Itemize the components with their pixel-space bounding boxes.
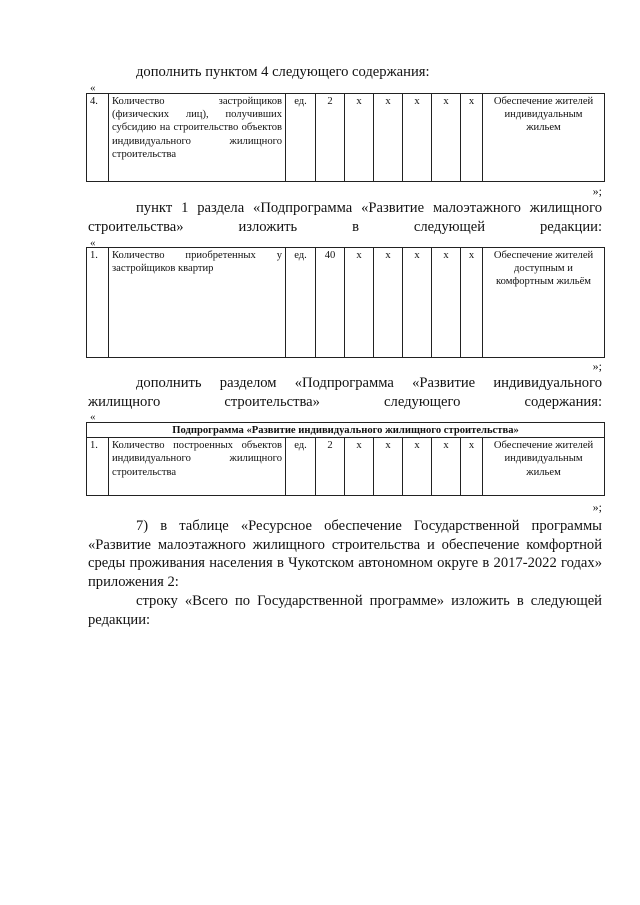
- value-cell: х: [345, 248, 374, 358]
- paragraph-add-item-4: дополнить пунктом 4 следующего содержания:: [136, 64, 430, 80]
- open-quote-1: «: [90, 82, 96, 94]
- value-cell: х: [432, 94, 461, 182]
- value-cell: х: [461, 94, 483, 182]
- subprogram-header: Подпрограмма «Развитие индивидуального жилищного строительства»: [87, 423, 605, 438]
- paragraph-resource-table: 7) в таблице «Ресурсное обеспечение Государственной программы «Развитие малоэтажного жилищного строительства и обеспечение комфортной среды проживания населения в Чукотском автономном округе в 2017-2022 годах» приложения 2:: [88, 518, 602, 590]
- unit-cell: ед.: [286, 94, 316, 182]
- close-quote-3: »;: [592, 500, 602, 514]
- open-quote-3: «: [90, 411, 96, 423]
- row-number: 1.: [87, 438, 109, 496]
- indicator-name: Количество построенных объектов индивидуального жилищного строительства: [109, 438, 286, 496]
- unit-cell: ед.: [286, 438, 316, 496]
- value-cell: х: [374, 438, 403, 496]
- indicator-table-2: [86, 247, 605, 358]
- value-cell: х: [403, 94, 432, 182]
- row-number: 1.: [87, 248, 109, 358]
- indicator-name: Количество застройщиков (физических лиц), получивших субсидию на строительство объектов индивидуального жилищного строительства: [109, 94, 286, 182]
- value-cell: х: [345, 438, 374, 496]
- value-cell: 40: [316, 248, 345, 358]
- value-cell: х: [432, 438, 461, 496]
- open-quote-2: «: [90, 237, 96, 249]
- value-cell: х: [403, 438, 432, 496]
- value-cell: 2: [316, 94, 345, 182]
- value-cell: х: [432, 248, 461, 358]
- table-row: [87, 438, 605, 496]
- goal-cell: Обеспечение жителей доступным и комфортным жильём: [483, 248, 605, 358]
- value-cell: х: [374, 94, 403, 182]
- value-cell: х: [461, 248, 483, 358]
- goal-cell: Обеспечение жителей индивидуальным жильем: [483, 94, 605, 182]
- paragraph-item-1-section: пункт 1 раздела «Подпрограмма «Развитие малоэтажного жилищного строительства» изложить в следующей редакции:: [88, 200, 602, 235]
- value-cell: х: [345, 94, 374, 182]
- value-cell: 2: [316, 438, 345, 496]
- goal-cell: Обеспечение жителей индивидуальным жильем: [483, 438, 605, 496]
- table-header-row: [87, 423, 605, 438]
- value-cell: х: [374, 248, 403, 358]
- indicator-table-3: [86, 422, 605, 496]
- value-cell: х: [403, 248, 432, 358]
- row-number: 4.: [87, 94, 109, 182]
- indicator-table-1: [86, 93, 605, 182]
- paragraph-total-row: строку «Всего по Государственной программе» изложить в следующей редакции:: [88, 593, 602, 628]
- table-row: [87, 94, 605, 182]
- paragraph-add-section: дополнить разделом «Подпрограмма «Развитие индивидуального жилищного строительства» следующего содержания:: [88, 375, 602, 410]
- indicator-name: Количество приобретенных у застройщиков квартир: [109, 248, 286, 358]
- table-row: [87, 248, 605, 358]
- value-cell: х: [461, 438, 483, 496]
- close-quote-2: »;: [592, 359, 602, 373]
- close-quote-1: »;: [592, 184, 602, 198]
- unit-cell: ед.: [286, 248, 316, 358]
